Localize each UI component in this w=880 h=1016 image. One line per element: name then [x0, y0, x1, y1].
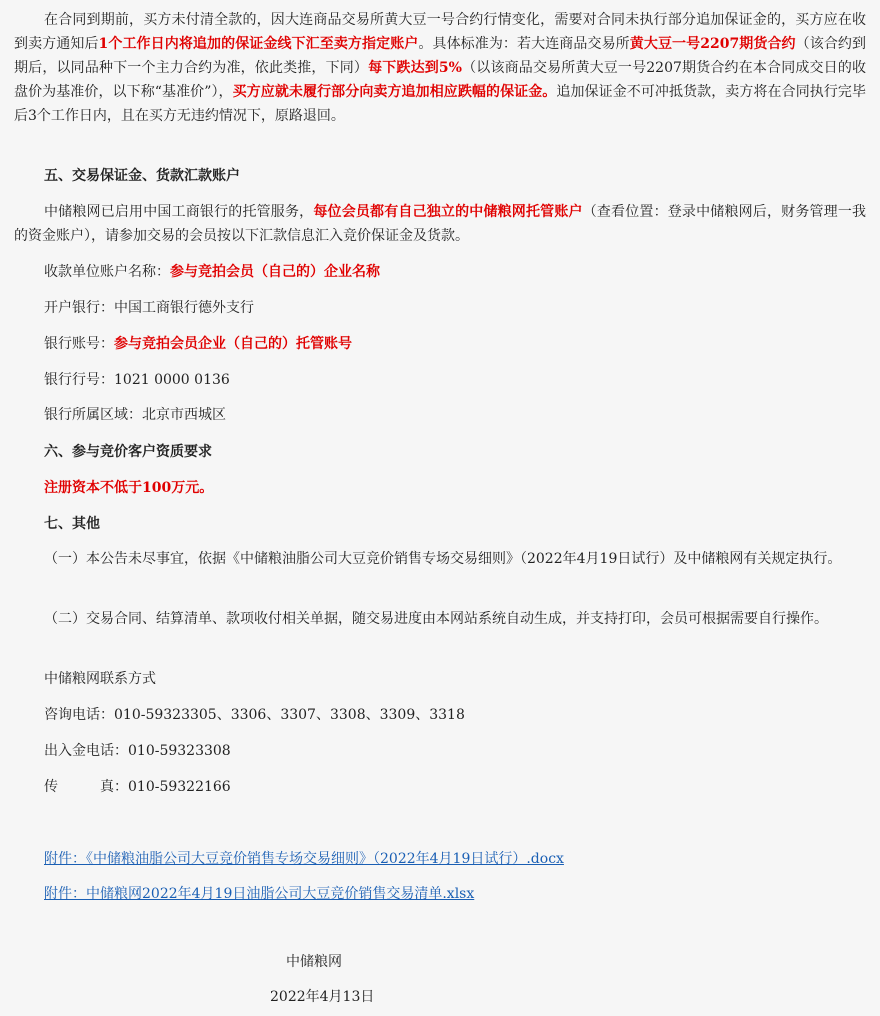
attachment-2-line: [44, 882, 474, 906]
payee-name-line: [44, 260, 380, 284]
futures-contract-emphasis: 黄大豆一号2207期货合约: [629, 36, 796, 52]
benchmark-price-text: （以该商品交易所黄大豆一号2207期货合约在本合同成交日的收盘价为基准价，以下称“基准价”），: [14, 60, 867, 100]
attachment-1-line: [44, 847, 564, 871]
contact-title: 中储粮网联系方式: [44, 671, 156, 687]
margin-call-paragraph: [14, 8, 866, 128]
payee-value: 参与竞拍会员（自己的）企业名称: [170, 264, 380, 280]
drop-threshold-emphasis: 每下跌达到5%: [368, 60, 462, 76]
section7-title: 七、其他: [44, 516, 100, 532]
escrow-instruction-text: （查看位置：登录中储粮网后，财务管理一我的资金账户），请参加交易的会员按以下汇款信息汇入竞价保证金及货款。: [14, 204, 867, 244]
fax-value: 010-59322166: [128, 779, 231, 795]
refund-text: 追加保证金不可冲抵货款，卖方将在合同执行完毕后3个工作日内，且在买方无违约情况下，原路退回。: [14, 84, 866, 124]
escrow-intro-text: 中储粮网已启用中国工商银行的托管服务，: [44, 204, 314, 220]
bank-region-line: 银行所属区域：北京市西城区: [44, 407, 226, 423]
issuer-name: 中储粮网: [286, 954, 342, 970]
margin-call-text: 在合同到期前，买方未付清全款的，因大连商品交易所黄大豆一号合约行情变化，需要对合同未执行部分追加保证金的，买方应在收到卖方通知后: [14, 12, 866, 52]
margin-deadline-emphasis: 1个工作日内将追加的保证金线下汇至卖方指定账户: [98, 36, 419, 52]
account-number-line: [44, 332, 352, 356]
escrow-paragraph: [14, 200, 866, 248]
consult-phone: 咨询电话：010-59323305、3306、3307、3308、3309、3318: [44, 707, 465, 723]
funds-phone: 出入金电话：010-59323308: [44, 743, 231, 759]
fax-label: 传 真：: [44, 779, 128, 795]
margin-standard-text: 。具体标准为：若大连商品交易所: [418, 36, 630, 52]
escrow-account-emphasis: 每位会员都有自己独立的中储粮网托管账户: [313, 204, 583, 220]
capital-requirement: 注册资本不低于100万元。: [44, 480, 214, 496]
account-label: 银行账号：: [44, 336, 114, 352]
payee-label: 收款单位账户名称：: [44, 264, 170, 280]
issue-date: 2022年4月13日: [270, 989, 375, 1005]
fax-line: [44, 775, 231, 799]
attachment-link-list[interactable]: 附件：中储粮网2022年4月19日油脂公司大豆竞价销售交易清单.xlsx: [44, 886, 475, 902]
contract-note-text: （该合约到期后，以同品种下一个主力合约为准，依此类推，下同）: [14, 36, 867, 76]
bank-name-line: 开户银行：中国工商银行德外支行: [44, 300, 254, 316]
other-item-2: （二）交易合同、结算清单、款项收付相关单据，随交易进度由本网站系统自动生成，并支持打印，会员可根据需要自行操作。: [44, 611, 828, 627]
section5-title: 五、交易保证金、货款汇款账户: [44, 168, 240, 184]
additional-margin-emphasis: 买方应就未履行部分向卖方追加相应跌幅的保证金。: [232, 84, 557, 100]
bank-code-line: 银行行号：1021 0000 0136: [44, 372, 230, 388]
account-value: 参与竞拍会员企业（自己的）托管账号: [114, 336, 352, 352]
other-item-1: （一）本公告未尽事宜，依据《中储粮油脂公司大豆竞价销售专场交易细则》（2022年4月19日试行）及中储粮网有关规定执行。: [44, 551, 842, 567]
section6-title: 六、参与竞价客户资质要求: [44, 444, 212, 460]
attachment-link-rules[interactable]: 附件：《中储粮油脂公司大豆竞价销售专场交易细则》（2022年4月19日试行）.docx: [44, 851, 564, 867]
